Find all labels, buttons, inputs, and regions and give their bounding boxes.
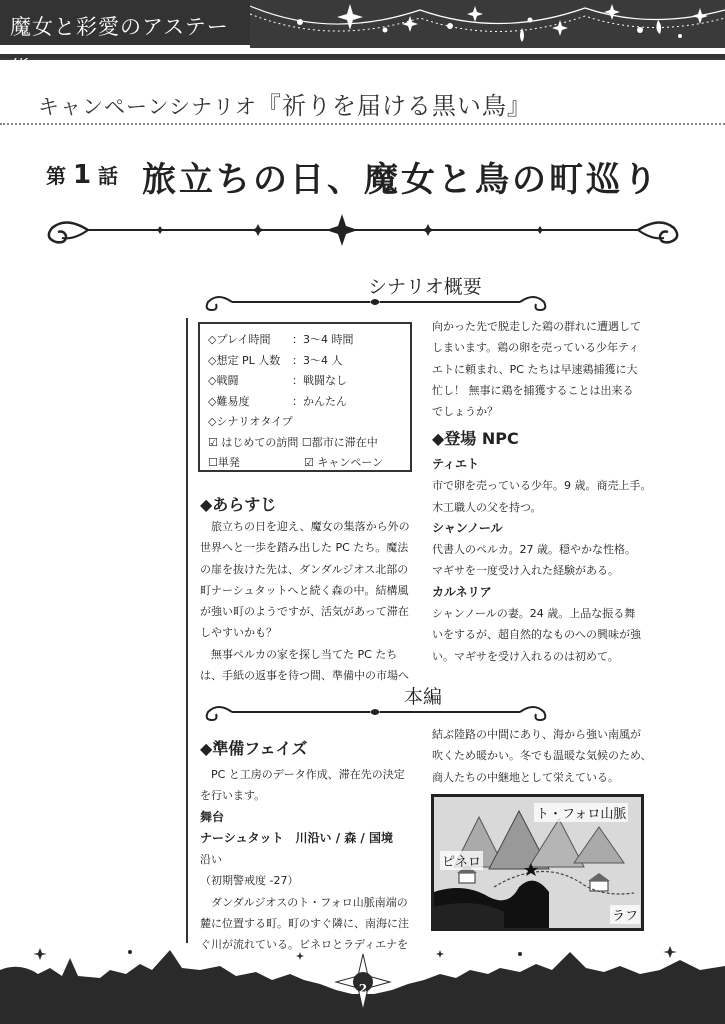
chapter-flourish xyxy=(0,210,725,250)
info-key: ◇シナリオタイプ xyxy=(208,415,293,428)
info-key: ◇想定 PL 人数 xyxy=(208,353,281,367)
text-line: を行います。 xyxy=(200,789,266,803)
text-line: エトに頼まれ、PC たちは早速鶏捕獲に大 xyxy=(432,362,638,376)
info-row-combat xyxy=(208,371,402,392)
campaign-title-line xyxy=(38,86,698,121)
synopsis-heading: ◆あらすじ xyxy=(200,495,277,514)
text-line: 向かった先で脱走した鶏の群れに遭遇して xyxy=(432,320,641,333)
text-line: ぐ川が流れている。ビネロとラディエナを xyxy=(200,938,409,952)
map-label-mountains: ト・フォロ山脈 xyxy=(534,803,628,822)
header-title: 魔女と彩愛のアステー xyxy=(10,15,229,39)
info-key: ◇戦闘 xyxy=(208,374,239,387)
header-title-box xyxy=(0,0,250,48)
prep-heading: ◆準備フェイズ xyxy=(200,739,308,758)
npc-desc: 木工職人の父を持つ。 xyxy=(432,500,542,514)
chapter-label-post: 話 xyxy=(98,164,119,188)
map-label-town-right: ラフ xyxy=(610,905,640,924)
text-line: 町ナーシュタットへと続く森の中。結構風 xyxy=(200,583,409,597)
campaign-prefix: キャンペーンシナリオ xyxy=(38,95,257,119)
stage-text-continued xyxy=(432,724,652,788)
page-header xyxy=(0,0,725,60)
prep-text xyxy=(200,764,422,956)
npc-desc: マギサを一度受け入れた経験がある。 xyxy=(432,564,619,578)
column-border xyxy=(186,318,188,943)
main-heading: 本編 xyxy=(404,686,443,708)
text-line: しやすいかも？ xyxy=(200,626,277,640)
info-key: ◇難易度 xyxy=(208,394,250,408)
npc-desc: 市で卵を売っている少年。9 歳。商売上手。 xyxy=(432,479,652,493)
header-rule xyxy=(0,54,725,58)
text-line: 商人たちの中継地として栄えている。 xyxy=(432,770,619,784)
text-line: 無事ペルカの家を探し当てた PC たち xyxy=(200,647,398,661)
text-line: でしょうか？ xyxy=(432,405,498,419)
text-line: は、手紙の返事を待つ間、準備中の市場へ xyxy=(200,669,409,683)
text-line: 忙し！ 無事に鶏を捕獲することは出来る xyxy=(432,383,634,397)
text-line: PC と工房のデータ作成、滞在先の決定 xyxy=(200,768,405,781)
text-line: ダンダルジオスのト・フォロ山脈南端の xyxy=(200,895,408,909)
info-value: ：3～4 人 xyxy=(292,353,343,367)
info-row-difficulty xyxy=(208,392,402,413)
text-line: 世界へと一歩を踏み出した PC たち。魔法 xyxy=(200,541,409,555)
text-line: 旅立ちの日を迎え、魔女の集落から外の xyxy=(200,520,410,533)
type-options-line2 xyxy=(208,453,402,474)
text-line: の扉を抜けた先は、ダンダルジオス北部の xyxy=(200,562,409,576)
npc-desc: シャンノールの妻。24 歳。上品な振る舞 xyxy=(432,607,636,621)
npc-desc: いをするが、超自然的なものへの興味が強 xyxy=(432,628,641,642)
text-line: 麓に位置する町。町のすぐ隣に、南海に注 xyxy=(200,917,409,931)
npc-desc: い。マギサを受け入れるのは初めて。 xyxy=(432,649,619,663)
info-key: ◇プレイ時間 xyxy=(208,333,271,346)
stage-place: ナーシュタット 川沿い / 森 / 国境 xyxy=(200,830,393,845)
text-line: が強い町のようですが、活気があって滞在 xyxy=(200,605,409,619)
chapter-number: 1 xyxy=(72,160,92,190)
stage-label: 舞台 xyxy=(200,809,225,824)
type-options-line1: ☑ はじめての訪問 ☐都市に滞在中 xyxy=(208,435,378,449)
chapter-label xyxy=(46,160,118,190)
type-option-campaign: ☑ キャンペーン xyxy=(304,456,384,469)
synopsis-text xyxy=(200,516,418,686)
synopsis-text-continued xyxy=(432,316,652,422)
npc-desc: 代書人のペルカ。27 歳。穏やかな性格。 xyxy=(432,543,637,557)
npc-name: シャンノール xyxy=(432,520,503,535)
info-value: ：3～4 時間 xyxy=(292,333,354,346)
overview-heading: シナリオ概要 xyxy=(368,276,482,298)
npc-list xyxy=(432,454,657,667)
npc-name: カルネリア xyxy=(432,584,492,599)
page-number: 2 xyxy=(358,982,368,996)
type-option-single: ☐単発 xyxy=(208,456,240,469)
stage-place-cont: 沿い xyxy=(200,853,222,867)
info-row-playtime xyxy=(208,330,402,351)
info-value: ：戦闘なし xyxy=(292,374,347,387)
npc-heading: ◆登場 NPC xyxy=(432,429,519,448)
region-map xyxy=(431,794,644,931)
info-value: ：かんたん xyxy=(292,394,347,408)
chapter-title: 旅立ちの日、魔女と鳥の町巡り xyxy=(142,160,660,200)
chapter-label-pre: 第 xyxy=(46,164,66,188)
info-row-players xyxy=(208,351,402,372)
map-label-town-left: ピネロ xyxy=(440,851,483,870)
text-line: しまいます。鶏の卵を売っている少年ティ xyxy=(432,341,640,355)
campaign-title: 『祈りを届ける黒い鳥』 xyxy=(256,92,532,120)
scenario-info-box xyxy=(198,322,412,472)
text-line: 結ぶ陸路の中間にあり、海から強い南風が xyxy=(432,728,641,741)
dotted-divider xyxy=(0,123,725,125)
stage-alert: （初期警戒度 -27） xyxy=(200,874,299,888)
main-flourish xyxy=(0,700,725,724)
info-row-type xyxy=(208,412,402,433)
overview-flourish xyxy=(0,290,725,314)
text-line: 吹くため暖かい。冬でも温暖な気候のため、 xyxy=(432,749,652,763)
npc-name: ティエト xyxy=(432,457,480,471)
